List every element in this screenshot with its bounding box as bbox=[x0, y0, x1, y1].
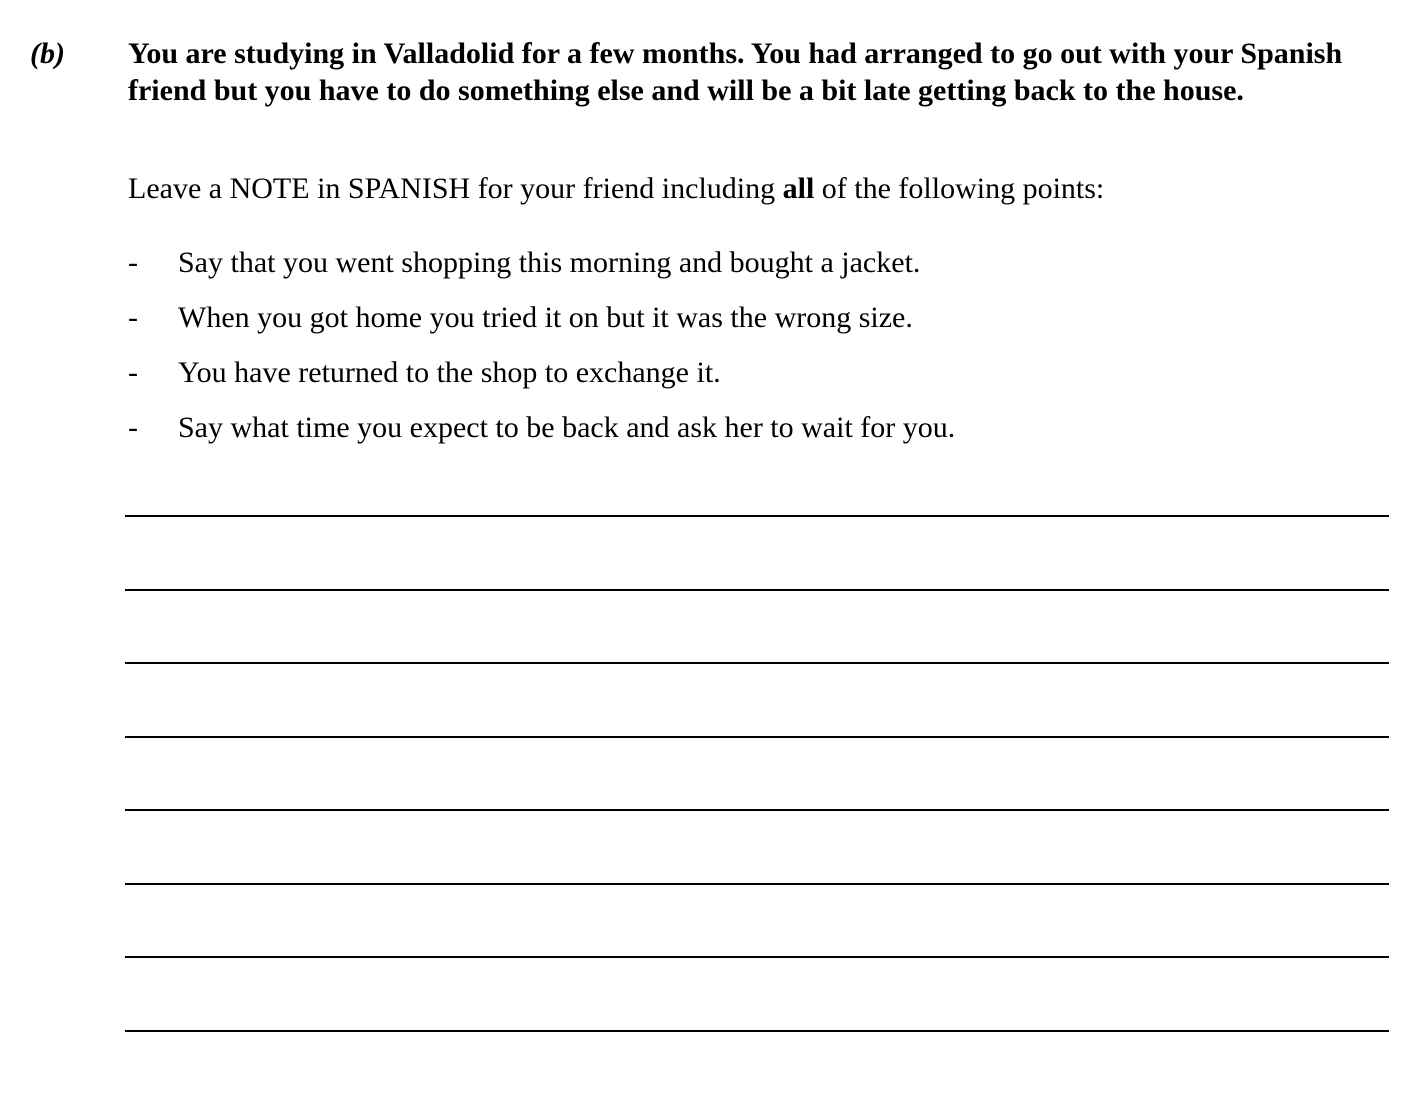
bullet-point-text: You have returned to the shop to exchange it. bbox=[178, 356, 721, 389]
question-label: (b) bbox=[30, 37, 65, 70]
answer-line[interactable] bbox=[125, 589, 1389, 591]
answer-writing-area[interactable] bbox=[125, 0, 1389, 1104]
instruction-emphasis: all bbox=[782, 172, 815, 205]
answer-line[interactable] bbox=[125, 736, 1389, 738]
answer-line[interactable] bbox=[125, 956, 1389, 958]
bullet-dash: - bbox=[128, 356, 138, 389]
answer-line[interactable] bbox=[125, 883, 1389, 885]
bullet-dash: - bbox=[128, 411, 138, 444]
bullet-dash: - bbox=[128, 301, 138, 334]
answer-line[interactable] bbox=[125, 515, 1389, 517]
answer-line[interactable] bbox=[125, 809, 1389, 811]
instruction-before: Leave a NOTE in SPANISH for your friend including bbox=[128, 172, 783, 205]
bullet-point-text: Say what time you expect to be back and ask her to wait for you. bbox=[178, 411, 956, 444]
answer-line[interactable] bbox=[125, 662, 1389, 664]
bullet-point-text: When you got home you tried it on but it was the wrong size. bbox=[178, 301, 913, 334]
instruction-after: of the following points: bbox=[814, 172, 1105, 205]
answer-line[interactable] bbox=[125, 1030, 1389, 1032]
bullet-point-text: Say that you went shopping this morning and bought a jacket. bbox=[178, 246, 921, 279]
scenario-text: You are studying in Valladolid for a few months. You had arranged to go out with your Spanish friend but you have to do something else and will be a bit late getting back to the house. bbox=[128, 37, 1343, 107]
bullet-dash: - bbox=[128, 246, 138, 279]
